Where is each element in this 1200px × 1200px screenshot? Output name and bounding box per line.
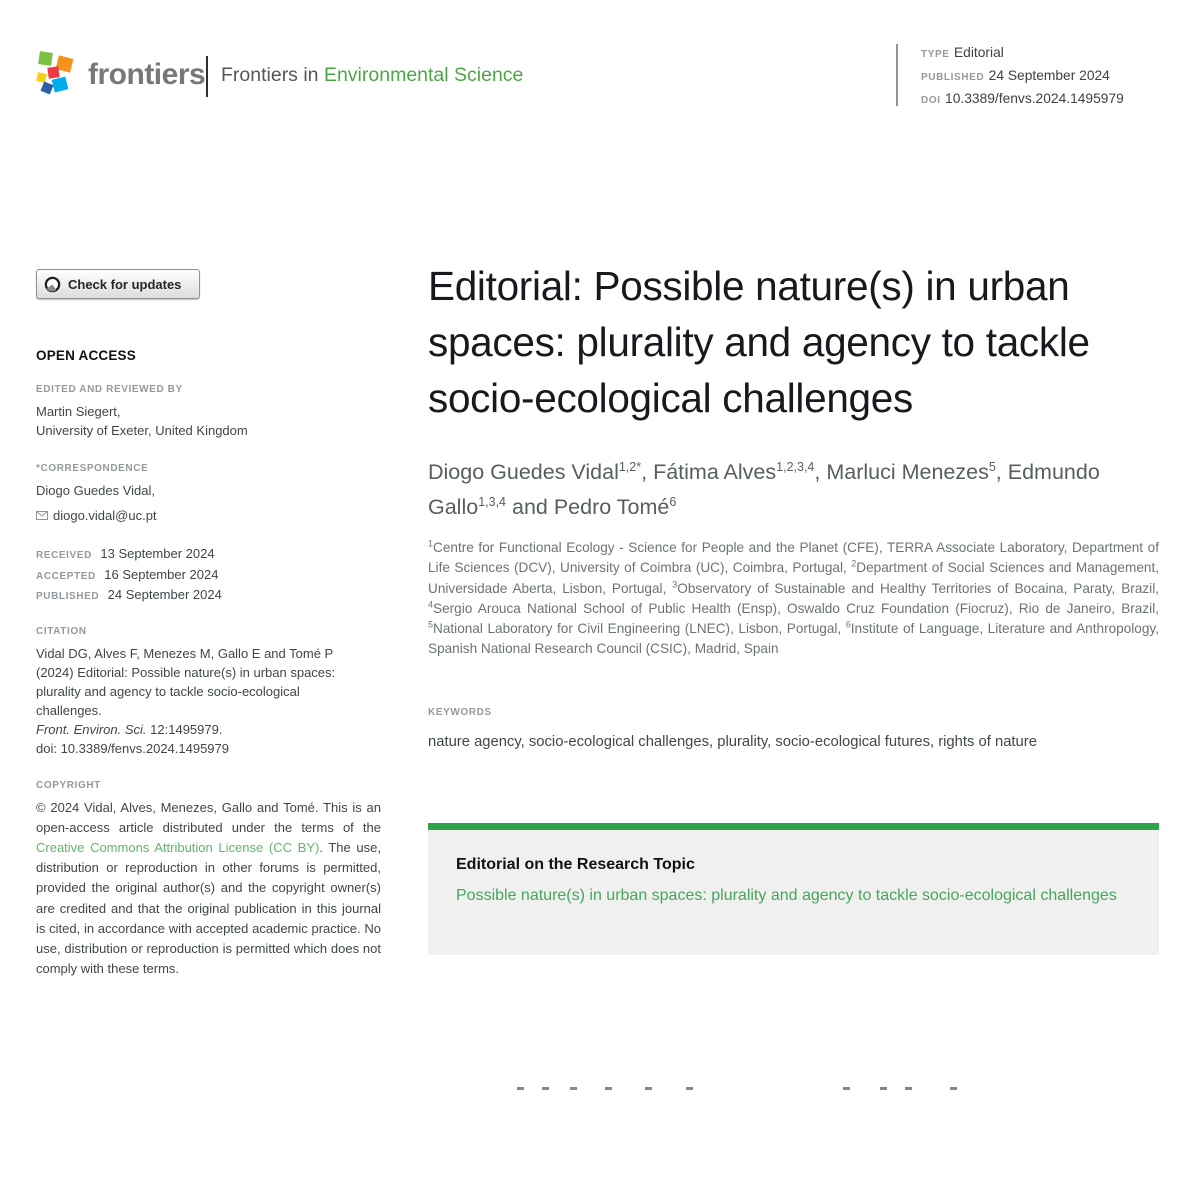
published-label: PUBLISHED xyxy=(36,591,100,602)
editor-name-affiliation xyxy=(36,402,381,440)
meta-published-label: PUBLISHED xyxy=(921,72,985,83)
accepted-value: 16 September 2024 xyxy=(104,566,219,582)
open-access-label: OPEN ACCESS xyxy=(36,348,136,363)
logo-cube-teal xyxy=(52,76,69,92)
accepted-row xyxy=(36,565,381,586)
author-separator: , xyxy=(814,460,827,484)
meta-published-row xyxy=(921,68,1191,85)
citation-body: Vidal DG, Alves F, Menezes M, Gallo E and Tomé P (2024) Editorial: Possible nature(s) in urban spaces: plurality and agency to tackle socio-ecological challenges. xyxy=(36,645,336,718)
correspondence-email-link[interactable] xyxy=(36,506,381,525)
article-meta xyxy=(921,45,1191,114)
header-divider xyxy=(206,56,208,97)
keywords-label: KEYWORDS xyxy=(428,706,492,718)
correspondence-email: diogo.vidal@uc.pt xyxy=(53,508,157,523)
journal-name: Environmental Science xyxy=(323,64,524,86)
meta-type-value: Editorial xyxy=(953,45,1004,60)
check-for-updates-label: Check for updates xyxy=(68,276,182,292)
author-affil-sup: 5 xyxy=(988,459,996,474)
received-row xyxy=(36,544,381,565)
affiliation-sup: 1 xyxy=(428,538,434,549)
citation-doi: doi: 10.3389/fenvs.2024.1495979 xyxy=(36,740,230,756)
check-for-updates-button[interactable] xyxy=(36,269,200,299)
received-label: RECEIVED xyxy=(36,550,92,561)
correspondence-section xyxy=(36,463,381,525)
published-row xyxy=(36,585,381,606)
logo-cube-red xyxy=(47,66,59,78)
affiliation-text: Observatory of Sustainable and Healthy Territories of Bocaina, Paraty, Brazil, xyxy=(677,580,1159,596)
affiliation-text: Sergio Arouca National School of Public Health (Ensp), Oswaldo Cruz Foundation (Fiocruz), Rio de Janeiro, Brazil, xyxy=(433,600,1159,616)
editor-name: Martin Siegert, xyxy=(36,404,121,419)
affiliation-sup: 2 xyxy=(851,558,857,569)
editor-affiliation: University of Exeter, United Kingdom xyxy=(36,423,248,438)
author-affil-sup: 1,2* xyxy=(618,459,642,474)
meta-doi-value: 10.3389/fenvs.2024.1495979 xyxy=(945,91,1124,106)
author-name: Edmundo Gallo xyxy=(428,460,1100,519)
edited-by-label: EDITED AND REVIEWED BY xyxy=(36,384,183,395)
meta-published-value: 24 September 2024 xyxy=(988,68,1110,83)
research-topic-link[interactable]: Possible nature(s) in urban spaces: plurality and agency to tackle socio-ecological challenges xyxy=(456,887,1117,905)
main-column xyxy=(428,258,1159,955)
received-value: 13 September 2024 xyxy=(100,546,215,561)
copyright-label: COPYRIGHT xyxy=(36,779,101,791)
research-topic-box xyxy=(428,823,1159,955)
affiliations xyxy=(428,538,1159,660)
crossmark-icon xyxy=(44,276,61,293)
frontiers-logo-text: frontiers xyxy=(88,58,206,91)
copyright-pre: © 2024 Vidal, Alves, Menezes, Gallo and Tomé. This is an open-access article distributed under the terms of the xyxy=(36,799,381,835)
journal-title xyxy=(221,64,523,87)
dates-section xyxy=(36,544,381,606)
author-name: Fátima Alves xyxy=(653,460,777,484)
citation-volume: 12:1495979. xyxy=(146,721,223,737)
affiliation-sup: 5 xyxy=(428,619,434,630)
accepted-label: ACCEPTED xyxy=(36,570,96,582)
author-separator: , xyxy=(995,460,1008,484)
frontiers-logo-icon xyxy=(35,50,83,100)
affiliation-text: Centre for Functional Ecology - Science for People and the Planet (CFE), TERRA Associate Laboratory, Department of Life Sciences (DCV), University of Coimbra (UC), Coimbra, Portugal, xyxy=(428,540,1159,576)
author-affil-sup: 1,2,3,4 xyxy=(776,459,815,474)
citation-label: CITATION xyxy=(36,625,87,637)
affiliation-sup: 4 xyxy=(428,599,434,610)
article-title: Editorial: Possible nature(s) in urban spaces: plurality and agency to tackle socio-ecological challenges xyxy=(428,263,1090,421)
author-affil-sup: 1,3,4 xyxy=(478,494,507,509)
logo-cube-green xyxy=(38,51,53,66)
cc-by-license-link[interactable]: Creative Commons Attribution License (CC BY) xyxy=(36,839,320,855)
cutoff-text-line xyxy=(428,1087,1159,1091)
affiliation-text: Institute of Language, Literature and Anthropology, Spanish National Research Council (CSIC), Madrid, Spain xyxy=(428,621,1159,657)
author-separator: and xyxy=(506,495,554,519)
affiliation-text: National Laboratory for Civil Engineering (LNEC), Lisbon, Portugal, xyxy=(433,621,846,637)
sidebar xyxy=(36,269,381,979)
copyright-section xyxy=(36,780,381,980)
research-topic-heading: Editorial on the Research Topic xyxy=(456,856,695,874)
copyright-text xyxy=(36,798,381,980)
meta-type-row xyxy=(921,45,1191,62)
citation-journal: Front. Environ. Sci. xyxy=(36,721,147,737)
envelope-icon xyxy=(36,511,48,520)
meta-doi-row xyxy=(921,91,1191,108)
meta-type-label: TYPE xyxy=(921,49,950,60)
edited-by-section xyxy=(36,384,381,440)
authors-line xyxy=(428,455,1159,525)
copyright-post: . The use, distribution or reproduction in other forums is permitted, provided the original author(s) and the copyright owner(s) are credited and that the original publication in this journal is cited, in accordance with accepted academic practice. No use, distribution or reproduction is permitted which does not comply with these terms. xyxy=(36,839,381,977)
meta-divider xyxy=(896,44,898,106)
affiliation-sup: 6 xyxy=(845,619,851,630)
affiliation-sup: 3 xyxy=(672,579,678,590)
correspondence-name: Diogo Guedes Vidal, xyxy=(36,483,156,498)
author-name: Marluci Menezes xyxy=(826,460,989,484)
keywords-text: nature agency, socio-ecological challenges, plurality, socio-ecological futures, rights of nature xyxy=(428,733,1037,750)
affiliation-text: Department of Social Sciences and Management, Universidade Aberta, Lisbon, Portugal, xyxy=(428,560,1159,596)
citation-text xyxy=(36,644,366,758)
meta-doi-label: DOI xyxy=(921,95,941,106)
published-value: 24 September 2024 xyxy=(107,587,222,602)
author-separator: , xyxy=(641,460,654,484)
author-name: Diogo Guedes Vidal xyxy=(428,460,619,484)
author-affil-sup: 6 xyxy=(669,494,677,509)
author-name: Pedro Tomé xyxy=(553,495,670,519)
correspondence-label: *CORRESPONDENCE xyxy=(36,463,149,474)
citation-section xyxy=(36,626,381,758)
journal-prefix: Frontiers in xyxy=(221,64,324,86)
